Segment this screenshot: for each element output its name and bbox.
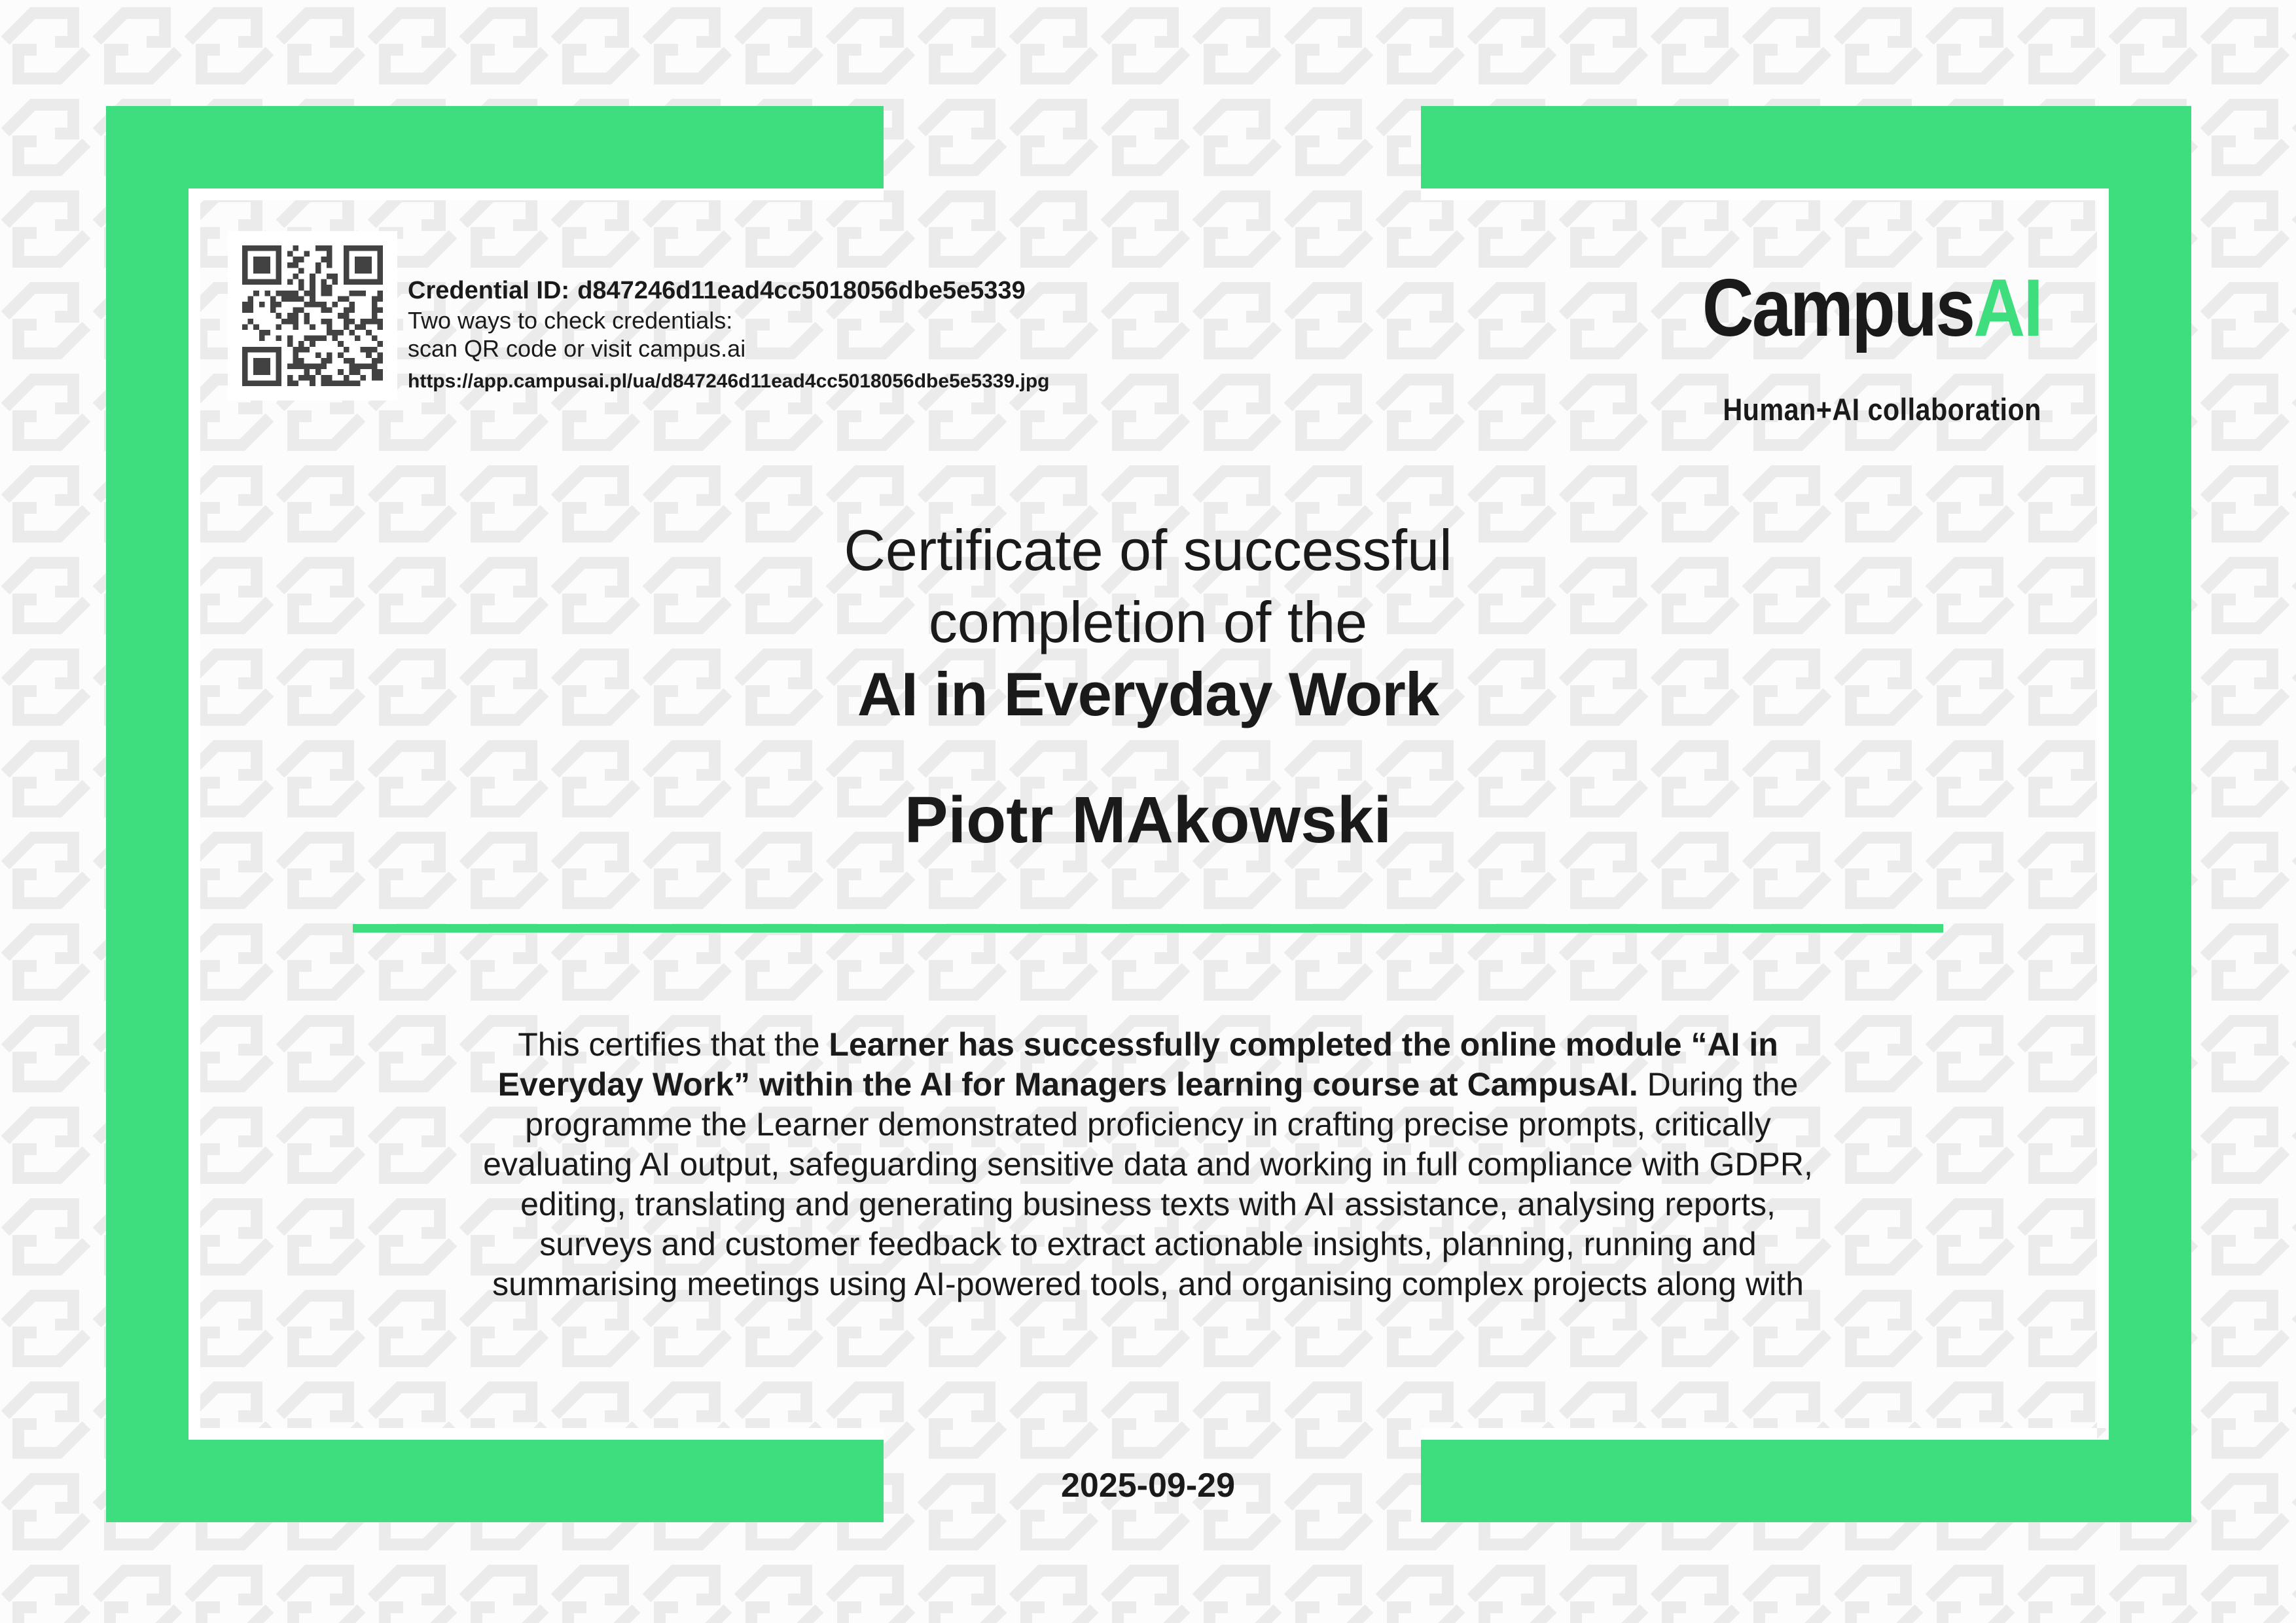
brand-logo: [1702, 263, 2041, 353]
qr-code: [242, 245, 383, 386]
body-line: evaluating AI output, safeguarding sensitive data and working in full compliance with GDPR,: [483, 1146, 1813, 1183]
frame-inner-stroke-bottom-left: [188, 1428, 884, 1440]
credential-id-value: d847246d11ead4cc5018056dbe5e5339: [577, 277, 1026, 304]
frame-inner-stroke-top-left: [188, 188, 884, 200]
issue-date: 2025-09-29: [1061, 1467, 1235, 1505]
frame-band-bottom-right: [1421, 1440, 2191, 1522]
credential-url: https://app.campusai.pl/ua/d847246d11ead4cc5018056dbe5e5339.jpg: [408, 370, 1050, 392]
body-line: Everyday Work” within the AI for Managers learning course at CampusAI. During the: [497, 1066, 1799, 1103]
brand-logo-ai: AI: [1973, 263, 2041, 353]
frame-inner-stroke-top-right: [1421, 188, 2097, 200]
brand-tagline: Human+AI collaboration: [1723, 392, 2041, 427]
frame-inner-stroke-bottom-right: [1421, 1428, 2097, 1440]
certificate-title: [844, 514, 1452, 730]
credential-instruction-1: Two ways to check credentials:: [408, 307, 733, 334]
frame-band-bottom-left: [106, 1440, 884, 1522]
frame-band-top-right: [1421, 106, 2191, 188]
credential-block: [408, 275, 1050, 397]
divider-line: [353, 924, 1943, 933]
frame-inner-stroke-right: [2097, 188, 2109, 1428]
body-line: editing, translating and generating business texts with AI assistance, analysing reports,: [520, 1186, 1776, 1222]
module-name: AI in Everyday Work: [857, 660, 1439, 728]
body-paragraph: [395, 1025, 1901, 1304]
body-line: programme the Learner demonstrated proficiency in crafting precise prompts, critically: [525, 1106, 1771, 1143]
title-line-2: completion of the: [928, 590, 1368, 654]
title-line-1: Certificate of successful: [844, 518, 1452, 582]
credential-id-label: Credential ID:: [408, 277, 570, 304]
qr-code-backdrop: [228, 231, 397, 401]
frame-band-right: [2109, 106, 2191, 1522]
body-line: summarising meetings using AI-powered tools, and organising complex projects along with: [492, 1266, 1804, 1302]
credential-id-line: [408, 275, 1050, 306]
credential-instruction-2: scan QR code or visit campus.ai: [408, 335, 746, 362]
frame-band-left: [106, 106, 188, 1522]
body-line: surveys and customer feedback to extract actionable insights, planning, running and: [539, 1226, 1757, 1262]
recipient-name: Piotr MAkowski: [904, 783, 1392, 857]
frame-band-top-left: [106, 106, 884, 188]
body-line: This certifies that the Learner has successfully completed the online module “AI in: [518, 1026, 1778, 1063]
brand-logo-campus: Campus: [1702, 263, 1974, 353]
frame-inner-stroke-left: [188, 188, 200, 1428]
